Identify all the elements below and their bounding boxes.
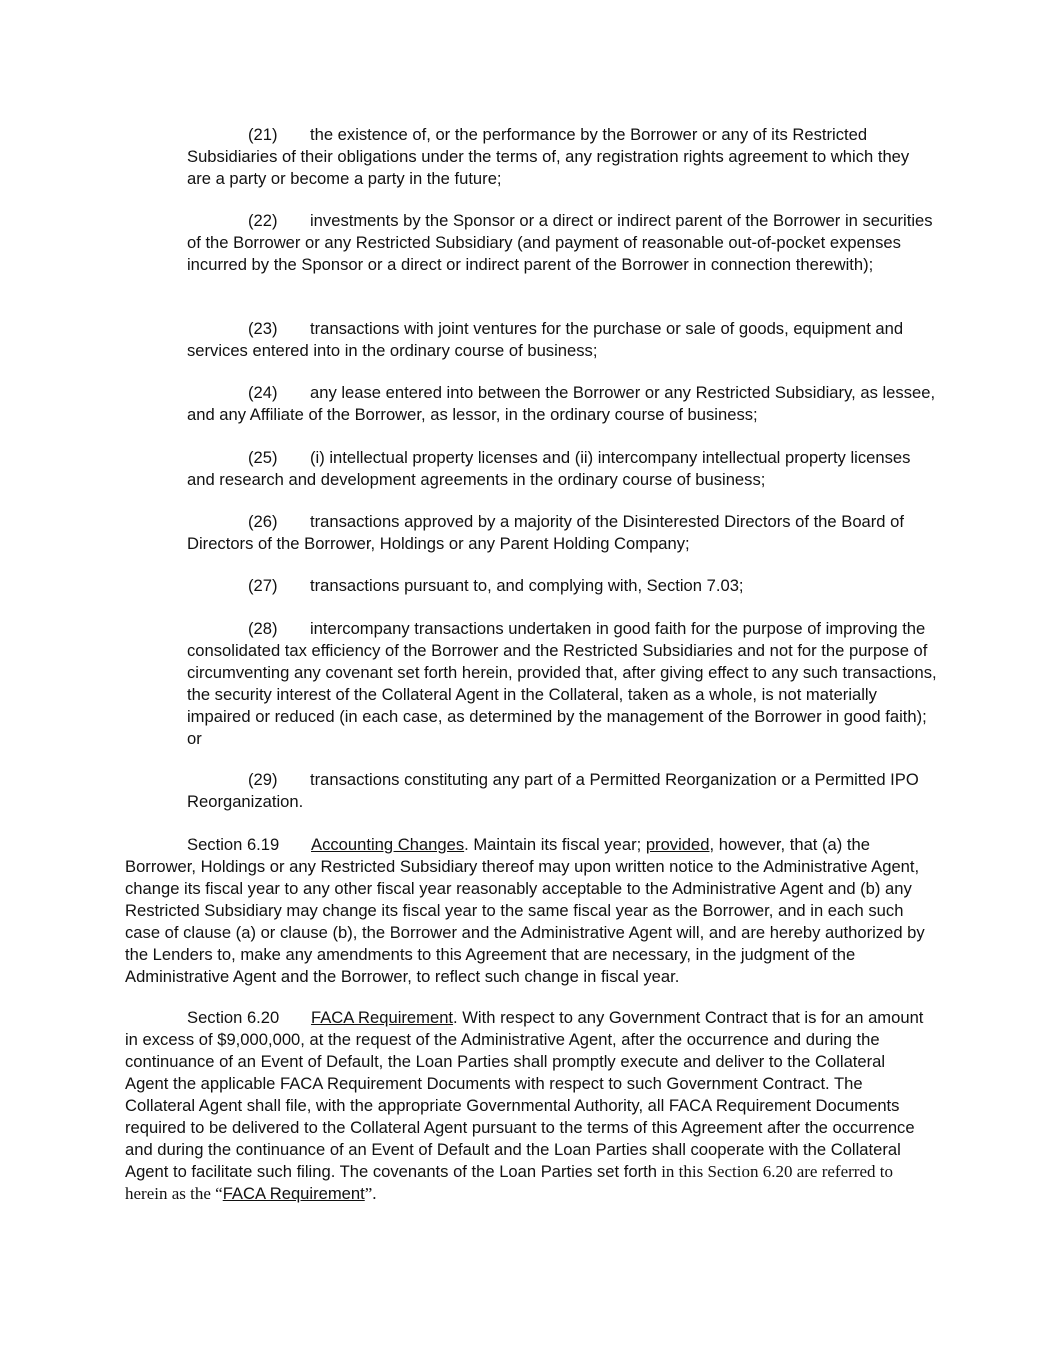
section-6-20	[125, 1007, 925, 1205]
clause-number: (25)	[248, 448, 278, 467]
provided-term: provided	[645, 835, 710, 854]
closing-quote: ”.	[364, 1184, 377, 1203]
section-number: Section 6.19	[187, 835, 280, 854]
clause-number: (27)	[248, 576, 278, 595]
clause-number: (28)	[248, 619, 278, 638]
section-text: . Maintain its fiscal year;	[464, 835, 646, 854]
section-title: FACA Requirement	[311, 1008, 454, 1027]
section-text: . With respect to any Government Contract that is for an amount in excess of $9,000,000, at the request of the Administrative Agent, after the occurrence and during the continuance of an Event of Default, the Loan Parties shall promptly execute and deliver to the Collateral Agent the applicable FACA Requirement Documents with respect to such Government Contract. The Collateral Agent shall file, with the appropriate Governmental Authority, all FACA Requirement Documents required to be delivered to the Collateral Agent pursuant to the terms of this Agreement after the occurrence and during the continuance of an Event of Default and the Loan Parties shall cooperate with the Collateral Agent to facilitate such filing. The covenants of the Loan Parties set forth	[125, 1008, 924, 1181]
clause-29	[187, 769, 937, 813]
clause-text: transactions approved by a majority of the Disinterested Directors of the Board of Directors of the Borrower, Holdings or any Parent Holding Company;	[187, 512, 904, 553]
clause-26	[187, 511, 937, 555]
clause-text: the existence of, or the performance by the Borrower or any of its Restricted Subsidiaries of their obligations under the terms of, any registration rights agreement to which they are a party or become a party in the future;	[187, 125, 910, 188]
clause-text: intercompany transactions undertaken in good faith for the purpose of improving the consolidated tax efficiency of the Borrower and the Restricted Subsidiaries and not for the purpose of circumventing any covenant set forth herein, provided that, after giving effect to any such transactions, the security interest of the Collateral Agent in the Collateral, taken as a whole, is not materially impaired or reduced (in each case, as determined by the management of the Borrower in good faith); or	[187, 619, 937, 748]
clause-21	[187, 124, 937, 190]
section-text-serif: in this Section 6.20 are referred to herein as the “	[125, 1162, 893, 1203]
clause-23	[187, 318, 937, 362]
defined-term: FACA Requirement	[222, 1184, 365, 1203]
clause-number: (26)	[248, 512, 278, 531]
section-6-19	[125, 834, 925, 988]
clause-22	[187, 210, 937, 276]
clause-text: transactions constituting any part of a Permitted Reorganization or a Permitted IPO Reorganization.	[187, 770, 919, 811]
clause-text: investments by the Sponsor or a direct or indirect parent of the Borrower in securities of the Borrower or any Restricted Subsidiary (and payment of reasonable out-of-pocket expenses incurred by the Sponsor or a direct or indirect parent of the Borrower in connection therewith);	[187, 211, 933, 274]
clause-27	[187, 575, 937, 597]
clause-number: (23)	[248, 319, 278, 338]
clause-number: (24)	[248, 383, 278, 402]
clause-24	[187, 382, 937, 426]
section-title: Accounting Changes	[311, 835, 465, 854]
section-number: Section 6.20	[187, 1008, 280, 1027]
clause-25	[187, 447, 937, 491]
clause-text: any lease entered into between the Borrower or any Restricted Subsidiary, as lessee, and any Affiliate of the Borrower, as lessor, in the ordinary course of business;	[187, 383, 936, 424]
clause-text: transactions with joint ventures for the purchase or sale of goods, equipment and services entered into in the ordinary course of business;	[187, 319, 904, 360]
section-text: , however, that (a) the Borrower, Holdings or any Restricted Subsidiary thereof may upon written notice to the Administrative Agent, change its fiscal year to any other fiscal year reasonably acceptable to the Administrative Agent and (b) any Restricted Subsidiary may change its fiscal year to the same fiscal year as the Borrower, and in each such case of clause (a) or clause (b), the Borrower and the Administrative Agent will, and are hereby authorized by the Lenders to, make any amendments to this Agreement that are necessary, in the judgment of the Administrative Agent and the Borrower, to reflect such change in fiscal year.	[125, 835, 925, 986]
clause-text: transactions pursuant to, and complying with, Section 7.03;	[310, 576, 744, 595]
clause-number: (21)	[248, 125, 278, 144]
clause-text: (i) intellectual property licenses and (ii) intercompany intellectual property licenses and research and development agreements in the ordinary course of business;	[187, 448, 911, 489]
clause-number: (22)	[248, 211, 278, 230]
clause-28	[187, 618, 937, 750]
clause-number: (29)	[248, 770, 278, 789]
